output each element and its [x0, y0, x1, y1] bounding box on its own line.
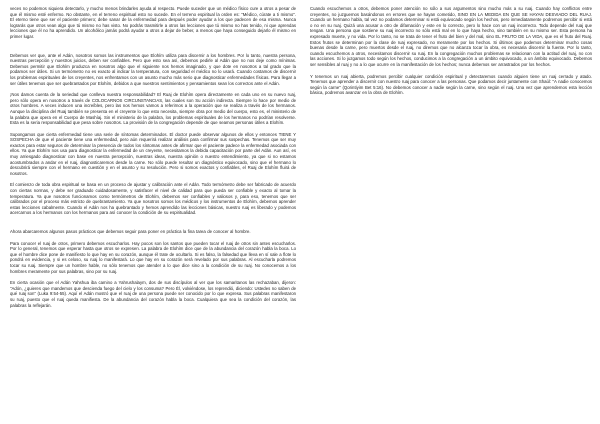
right-column [310, 6, 592, 102]
paragraph: Cuando escuchemos a otros, debemos poner atención no sólo a sus argumentos sino mucho más a su ruaj. Cuando hay conflictos entre creyentes, no juzguemos basándonos en errores que se hayan cometido, SINO EN LA MEDIDA EN QUE SE HAYAN DESVIADO DEL RUAJ. Cuando un hermano habla, tal vez no podamos determinar si está equivocado según los hechos, pero inmediatamente podremos percibir si está o no en su ruaj. Quizá una acusar a otro de difamación y este en lo correcto, pero lo hace con un ruaj incorrecto. Todo depende del ruaj que tengan. Una persona que sostiene su ruaj incorrecto no sólo está mal en lo que haya hecho, sino también en su mismo ser. Esta persona ha expresado muerte, y no vida. Por lo tanto, no se trata de tener el fruto del bien y del mal, sino EL FRUTO DE LA VIDA, que es el fruto del Ruaj. Estos frutos se determinan por la clase de ruaj expresado, no meramente por los hechos. Si últimos que podemos determinar mucho cosas buenas desde la carne, pero muertos desde el ruaj, no diremos que no alcanza tocar la obra, es necesaria discernir la fuente. Por lo tanto, cuando escuchemos a otros, necesitamos discernir su ruaj. En la congregación muchos problemas se relacionan con la actitud del ruaj, no con las acciones. Si lo juzgamos todo según los hechos, conducimos a la congregación a un ámbito equivocado, a un ámbito equivocado. Debemos ser sensibles al ruaj y no a lo que ocurre en la manifestación de los hechos; nunca debemos ser arrastrados por los hechos. [310, 6, 592, 67]
paragraph: Y tenemos un ruaj abierta, podremos percibir cualquier condición espiritual y detectaremos cuando alguien tiene un ruaj cerrado y atado. Tenemos que aprender a discernir con nuestro ruaj para conocer a las personas. Que podamos decir juntamente con Shaúl: "A nadie conocemos según la carne" (Qorintiyim Bet 5:16). No debemos conocer a nadie según la carne, sino según el ruaj. Una vez que aprendemos esta lección básica, podremos avanzar en la obra de Elohím. [310, 73, 592, 96]
paragraph: veces no podemos siquiera detectarlo, y mucho menos brindarles ayuda al respecto. Puede suceder que un médico físico cure a otros a pesar de que él mismo esté enfermo. No obstante, en el terreno espiritual esto no sucede. En el terreno espiritual la orden es: "Médico, cúrate a ti mismo". El eterno tiene que ser el paciente primero; debe sanar de la enfermedad para después poder ayudar a los que padecen de esa misma. Nunca lograrás que otros vean algo que tú mismo no has visto. No podrás trasmitirle a otros las lecciones que tú mismo no has tenido, ni que aprendas lecciones que él no ha aprendido. Un alcohólico jamás podrá ayudar a otros a dejar de beber, a menos que haya conseguido dejarlo él mismo en primer lugar. [10, 6, 296, 39]
paragraph: ¡Nos damos cuenta de la seriedad que conlleva nuestra responsabilidad? El Ruaj de Elohím opera directamente en cada uno en su nuevo ruaj, pero sólo opera en nosotros a través de COLOCARNOS CIRCUNSTANCIAS, las cuales son Su acción indirecta. Siempre lo hace por medio de otros hombres. A veces inducen una increíbles, pero las nos hemos vamos a referirnos a la operación que se realiza a través de los hermanos. Aunque la disciplina del Ruaj también se presenta en el creyente lo que esto necesita, siempre obra por medio del cuerpo, esto es, el ministerio de la palabra que opera en el Cuerpo de Mashíaj. Sin el ministerio de la palabra, los problemas espirituales de los hermanos no podrían resolverse. Esta es la seria responsabilidad que pesa sobre nosotros. La provisión de la congregación depende de que seamos personas útiles a Elohím. [10, 92, 296, 126]
paragraph: El comienzo de toda obra espiritual se basa en un proceso de ajustar y calibración ante el Adán. Todo termómetro debe ser fabricado de acuerdo con ciertas normas, y debe ser graduado cuidadosamente, y satisfacer el nivel de calidad para que pueda ser confiable y exacto al tomar la temperatura. Ya que nosotros funcionamos como termómetros de Elohím, debemos ser confiables y valiosos y, para eso, tenemos que ser calibrados por el proceso más estricto de quebrantamiento. Ya que nosotros somos los médicos y los instrumentos de Elohím, debemos aprender estas lecciones cabalmente. Cuando el Adán nos ha quebrantado y hemos aprendido las lecciones básicas, nuestro ruaj es liberado y podemos acercarnos a los hermanos con los hermanos para así conocer la condición de su espiritualidad. [10, 182, 296, 216]
paragraph: Debemos ver que, ante el Adán, nosotros somos las instrumentos que Elohím utiliza para discernir a los hombres. Por lo tanto, nuestra persona, nuestras percepción y nuestros juicios, deben ser confiables. Pero que esto sea así, debemos pedirle al Adán que no nos deje como mínimas. Debemos permitir que Elohím produzca en nosotros algo que el siguiente nos hemos imaginado, y que dote en nosotros a tal grado que la podamos ser útiles. Si un termómetro no es exacto al indicar la temperatura, con seguridad el médico no lo usará. Cuando costamos de discernir los problemas espirituales de los creyentes, nos enfrentamos con un asunto mucho más serio que diagnosticar enfermedades físicas. Para llegar a ser útiles tenemos que ser quebrantados por Elohím, debidos a que nuestros sentimientos y pensamientos sean los correctos ante el Adán. [10, 52, 296, 86]
paragraph: En cierta ocasión que el Adán Yahshua iba camino a Yahrushalaym, dos de sus discípulos al ver que los samaritanos las rechazaban, dijeron: "Adón, ¿quieres que mandemos que descienda fuego del cielo y los consuma? Pero Él, volviéndose, los reprendió, diciendo: Ustedes no saben de qué ruaj son" (Luka 9:54-55). Aquí el Adán mostró que el ruaj de una persona puede ser conocido por lo que expresa. Sus palabras manifestaron su ruaj, puesto que el ruaj queda manifiesta. De la abundancia del corazón habla la boca. Cualquiera que sea la condición del corazón, las palabras la reflejarán. [10, 280, 296, 308]
paragraph: Supongamos que cierta enfermedad tiene una serie de síntomas determinados. El doctor puede observar algunos de ellos y entonces TIENE Y SOSPECHA de que el paciente tiene una enfermedad, pero aún requerirá realizar análisis para confirmar sus sospechas. Tenemos que ser muy exactos para estar seguros de determinar la presencia de todos los síntomas antes de afirmar que el paciente padece la enfermedad asociada con ellos. Ya que Elohím nos usa para diagnosticar la enfermedad de un creyente, necesitamos la debida capacitación por parte del Adán. Aun así, es muy arriesgado diagnosticar con base en nuestra percepción, nuestras ideas, nuestra opinión o nuestro entendimiento, ya que si no estamos acostumbrados a andar en el ruaj, diagnosticaremos desde la carne. No sólo puede resultar un diagnóstico equivocado, sino que el hermano lo descubrirá siempre con el hermano en cuestión y en el asunto y su resolución. Pero si somos exactos y confiables, el Ruaj de Elohím fluirá de nosotros. [10, 131, 296, 176]
left-column [10, 6, 296, 314]
paragraph: Ahora abarcaremos algunos pasos prácticos que debemos seguir para poner en práctica la fina tarea de conocer al hombre. [10, 229, 251, 234]
paragraph: Para conocer el ruaj de otros, primero debemos escucharlos. Hay pocos son los santos que pueden tocar el ruaj de otros sin antes escucharlos. Por lo general, tenemos que esperar hasta que otros se expresen. La palabra de Elohím dice que de la abundancia del corazón habla la boca. Lo que el hombre dice pone de manifiesto lo que hay en su corazón, aunque él trate de ocultarlo. Si es falso, la falsedad que lleva en sí sale a flote lo pondrá en evidencia, y si es celoso, su ruaj lo manifestará. Lo que hay en su corazón será revelado por sus palabras. Al escucharla podremos tocar su ruaj. Siempre que un hombre hable, no sólo tenemos que atender a lo que dice sino a la condición de su ruaj. No conocemos a los hombres meramente por sus palabras, sino por su ruaj. [10, 240, 296, 274]
